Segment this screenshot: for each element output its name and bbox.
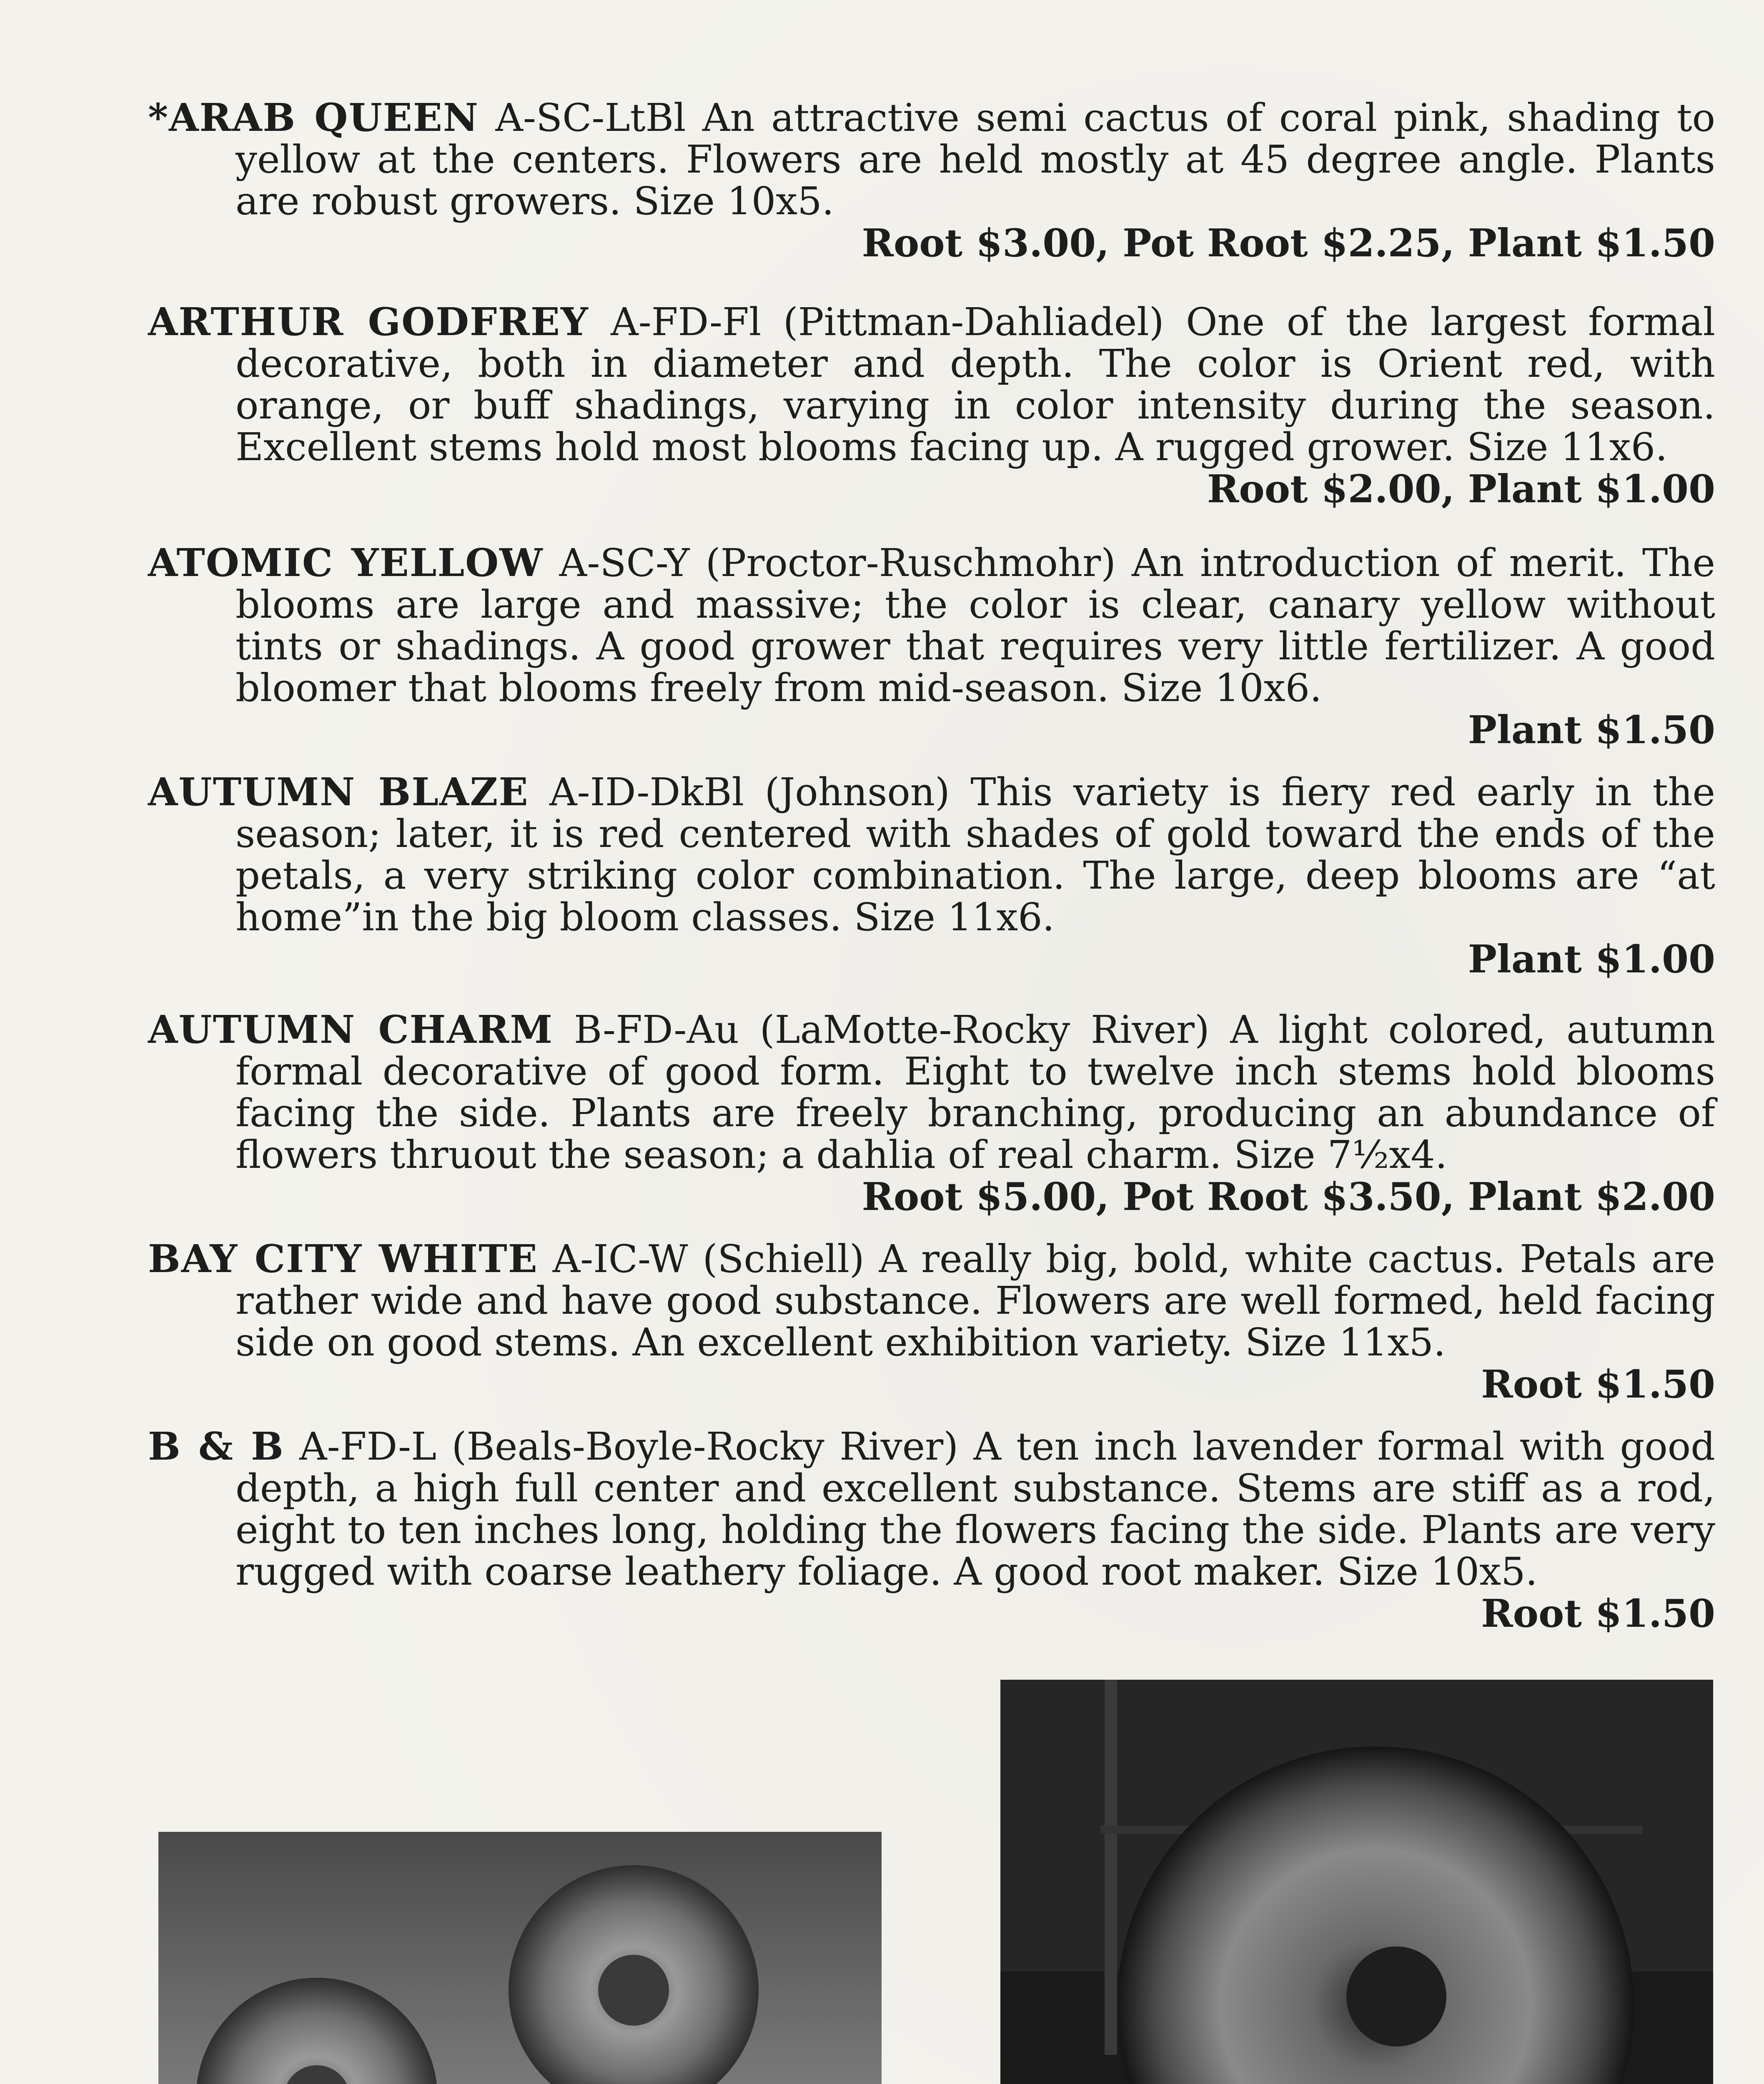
entry-autumn-blaze: [148, 771, 1715, 980]
entry-price: Root $1.50: [1481, 1591, 1715, 1636]
entry-price: Plant $1.00: [1468, 937, 1715, 982]
entry-description: A-SC-LtBl An attractive semi cactus of coral pink, shading to yellow at the centers. Flowers are held mostly at 45 degree angle. Plants are robust growers. Size 10x5.: [236, 95, 1715, 223]
dahlia-photo-image: [158, 1832, 882, 2084]
entry-b-and-b: [148, 1425, 1715, 1634]
entry-price: Plant $1.50: [1468, 707, 1715, 752]
entry-atomic-yellow: [148, 542, 1715, 751]
entry-name: ATOMIC YELLOW: [148, 540, 544, 585]
entry-price: Root $5.00, Pot Root $3.50, Plant $2.00: [862, 1174, 1715, 1219]
entry-name: BAY CITY WHITE: [148, 1236, 538, 1281]
entry-price: Root $2.00, Plant $1.00: [1207, 466, 1715, 511]
dahlia-photo-image: [1000, 1680, 1713, 2084]
entry-price: Root $1.50: [1481, 1362, 1715, 1407]
entry-name: ARTHUR GODFREY: [148, 299, 589, 344]
entry-name: *ARAB QUEEN: [148, 95, 479, 140]
entry-arab-queen: [148, 97, 1715, 264]
entry-name: AUTUMN CHARM: [148, 1007, 554, 1052]
entry-autumn-charm: [148, 1009, 1715, 1217]
entry-description: B-FD-Au (LaMotte-Rocky River) A light colored, autumn formal decorative of good form. Eight to twelve inch stems hold blooms facing the side. Plants are freely branching, producing an abundance of flowers thruout the season; a dahlia of real charm. Size 7½x4.: [236, 1007, 1715, 1177]
entry-bay-city-white: [148, 1238, 1715, 1405]
entry-description: A-SC-Y (Proctor-Ruschmohr) An introduction of merit. The blooms are large and massive; the color is clear, canary yellow without tints or shadings. A good grower that requires very little fertilizer. A good bloomer that blooms freely from mid-season. Size 10x6.: [236, 541, 1715, 710]
entry-description: A-ID-DkBl (Johnson) This variety is fiery red early in the season; later, it is red centered with shades of gold toward the ends of the petals, a very striking color combination. The large, deep blooms are “at home”in the big bloom classes. Size 11x6.: [236, 770, 1716, 939]
entry-arthur-godfrey: [148, 301, 1715, 510]
photo-b-and-b: [1000, 1680, 1713, 2084]
photo-autumn-charm: [158, 1832, 882, 2084]
entry-price: Root $3.00, Pot Root $2.25, Plant $1.50: [862, 220, 1715, 266]
entry-description: A-IC-W (Schiell) A really big, bold, white cactus. Petals are rather wide and have good substance. Flowers are well formed, held facing side on good stems. An excellent exhibition variety. Size 11x5.: [236, 1237, 1715, 1365]
entry-name: B & B: [148, 1424, 284, 1469]
entry-name: AUTUMN BLAZE: [148, 769, 529, 814]
entry-description: A-FD-Fl (Pittman-Dahliadel) One of the largest formal decorative, both in diameter and depth. The color is Orient red, with orange, or buff shadings, varying in color intensity during the season. Excellent stems hold most blooms facing up. A rugged grower. Size 11x6.: [236, 300, 1715, 469]
entry-description: A-FD-L (Beals-Boyle-Rocky River) A ten inch lavender formal with good depth, a high full center and excellent substance. Stems are stiff as a rod, eight to ten inches long, holding the flowers facing the side. Plants are very rugged with coarse leathery foliage. A good root maker. Size 10x5.: [236, 1424, 1716, 1594]
